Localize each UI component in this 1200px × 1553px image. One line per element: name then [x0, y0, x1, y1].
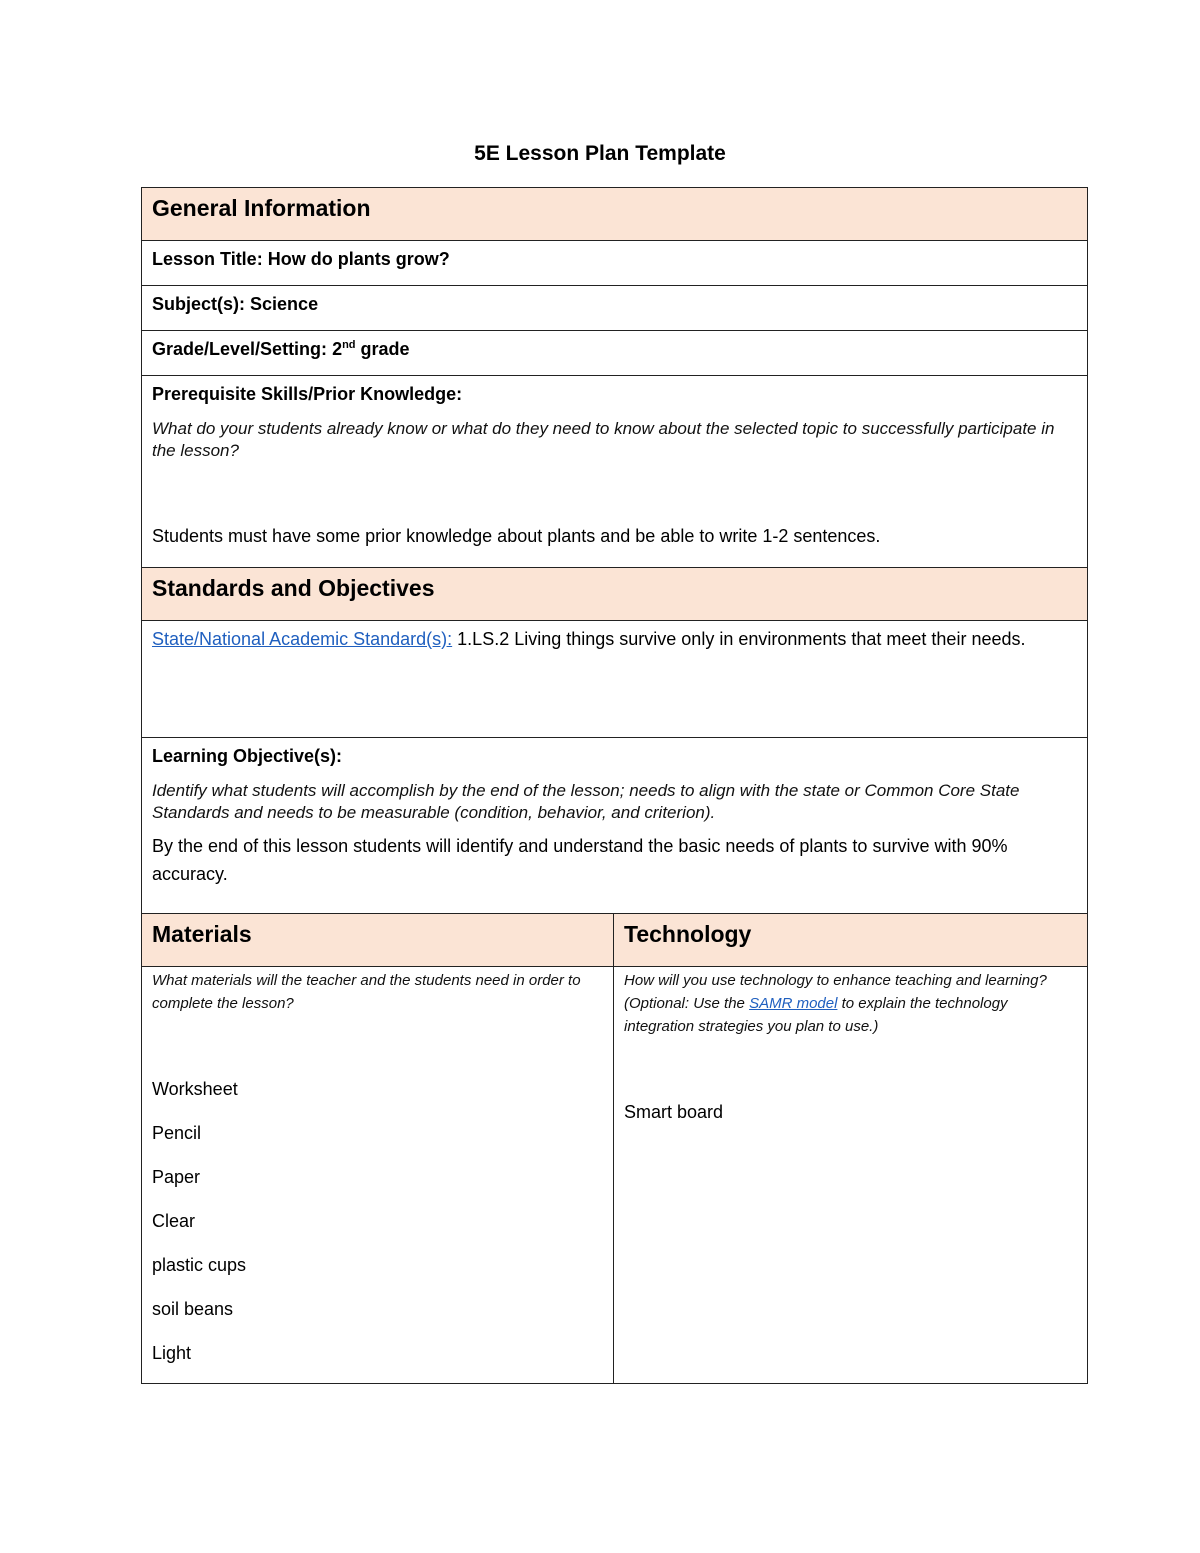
technology-prompt-end: to explain the technology integration strategies you plan to use.)	[624, 995, 1008, 1035]
prerequisite-label: Prerequisite Skills/Prior Knowledge:	[152, 384, 463, 404]
document-title: 5E Lesson Plan Template	[474, 142, 726, 165]
materials-prompt: What materials will the teacher and the students need in order to complete the lesson?	[152, 972, 581, 1012]
academic-standard-link[interactable]: State/National Academic Standard(s):	[152, 629, 453, 649]
learning-objective-answer: By the end of this lesson students will identify and understand the basic needs of plants to survive with 90% accuracy.	[152, 836, 1008, 884]
materials-item: Worksheet	[152, 1079, 238, 1099]
materials-item: Light	[152, 1343, 192, 1363]
prerequisite-answer: Students must have some prior knowledge about plants and be able to write 1-2 sentences.	[152, 526, 881, 546]
materials-item: Clear	[152, 1211, 196, 1231]
technology-heading: Technology	[624, 921, 752, 947]
lesson-plan-table	[141, 187, 1088, 1384]
materials-item: soil beans	[152, 1299, 234, 1319]
materials-technology-row	[142, 967, 1088, 1384]
subjects-row	[142, 286, 1088, 331]
standards-header-row	[142, 568, 1088, 621]
materials-item: Pencil	[152, 1123, 202, 1143]
general-information-heading: General Information	[152, 195, 371, 221]
grade-row	[142, 331, 1088, 376]
technology-prompt	[624, 969, 1077, 1038]
technology-answer: Smart board	[624, 1102, 724, 1122]
learning-objective-row	[142, 738, 1088, 914]
standards-heading: Standards and Objectives	[152, 575, 435, 601]
subjects-value: Science	[250, 294, 319, 314]
technology-prompt-start: How will you use technology to enhance teaching and learning? (Optional: Use the	[624, 972, 1047, 1012]
grade-word: grade	[360, 339, 410, 359]
lesson-title-value: How do plants grow?	[267, 249, 450, 269]
learning-objective-label: Learning Objective(s):	[152, 746, 343, 766]
academic-standard-text: 1.LS.2 Living things survive only in environments that meet their needs.	[457, 629, 1026, 649]
prerequisite-row	[142, 376, 1088, 568]
prerequisite-prompt: What do your students already know or what do they need to know about the selected topic to successfully participate in the lesson?	[152, 419, 1055, 460]
materials-item: plastic cups	[152, 1255, 247, 1275]
materials-heading: Materials	[152, 921, 252, 947]
grade-suffix: nd	[342, 339, 356, 351]
grade-number: 2	[332, 339, 343, 359]
grade-label: Grade/Level/Setting:	[152, 339, 328, 359]
lesson-title-row	[142, 241, 1088, 286]
general-information-header-row	[142, 188, 1088, 241]
lesson-title-label: Lesson Title:	[152, 249, 263, 269]
materials-technology-header-row	[142, 914, 1088, 967]
materials-cell	[142, 967, 614, 1384]
standard-row	[142, 621, 1088, 738]
samr-model-link[interactable]: SAMR model	[749, 995, 838, 1012]
materials-list	[152, 1075, 603, 1367]
technology-cell	[614, 967, 1088, 1384]
learning-objective-prompt: Identify what students will accomplish by the end of the lesson; needs to align with the state or Common Core State Standards and needs to be measurable (condition, behavior, and criterion).	[152, 781, 1020, 822]
subjects-label: Subject(s):	[152, 294, 246, 314]
materials-item: Paper	[152, 1167, 201, 1187]
